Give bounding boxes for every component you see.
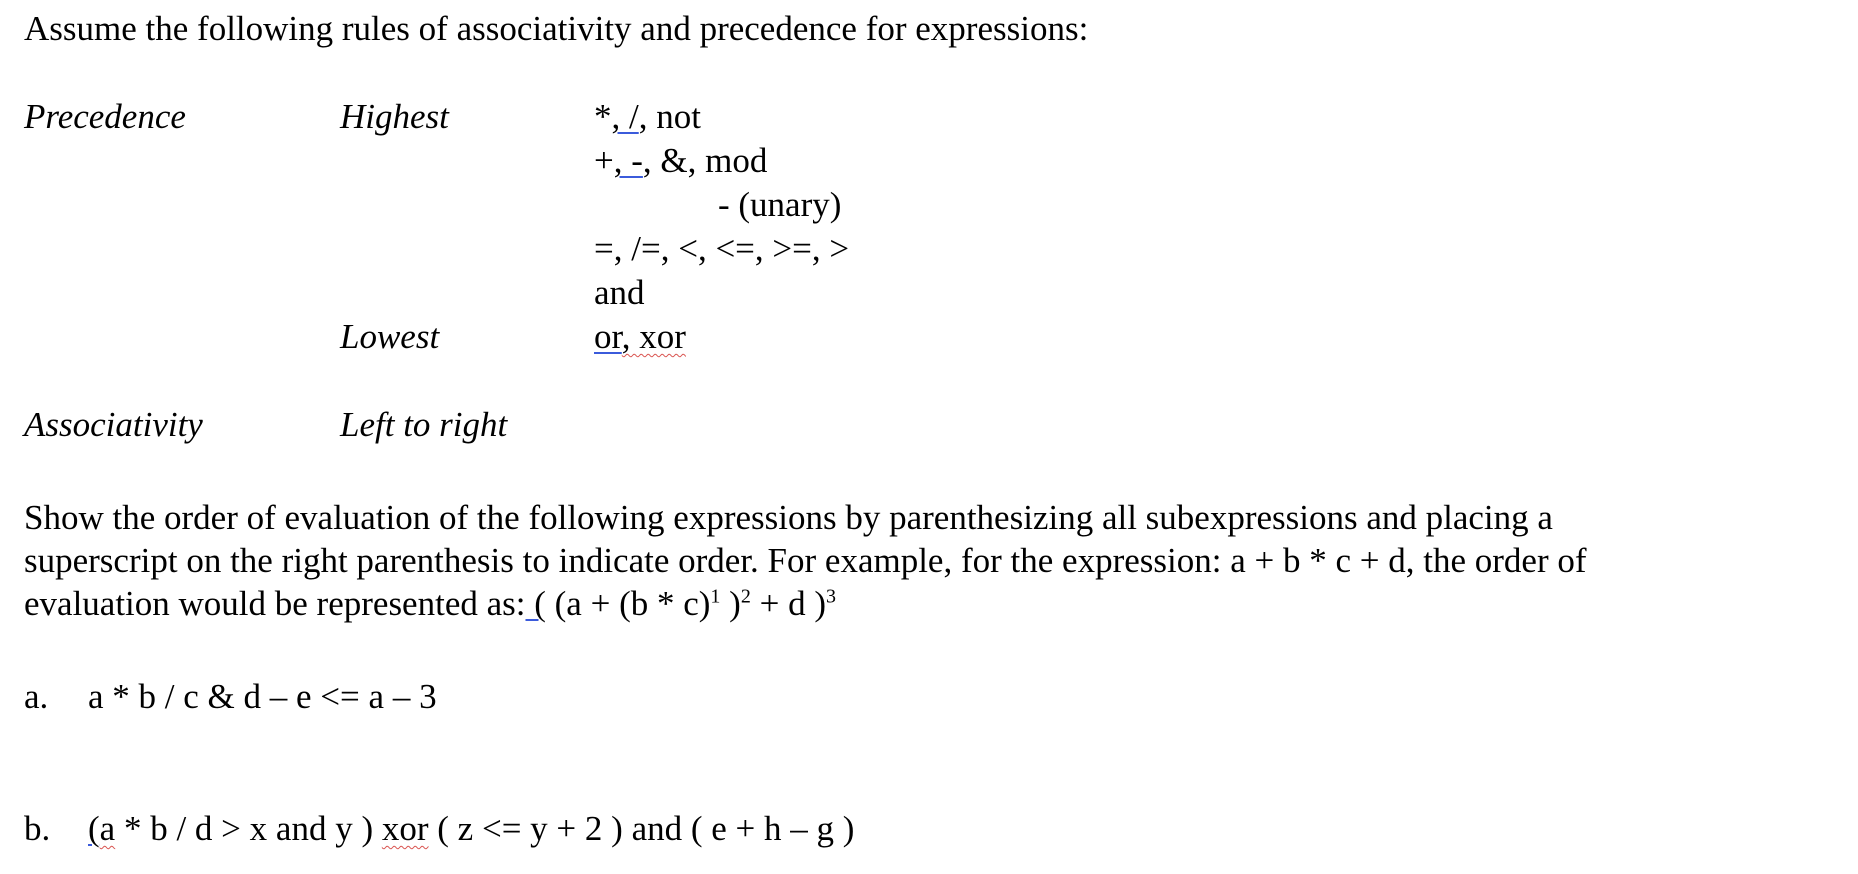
example-sup-3: 3: [825, 585, 836, 608]
question-b-open-paren: (: [88, 809, 100, 848]
highest-label: Highest: [340, 97, 449, 136]
question-b-a: a: [99, 809, 116, 848]
operator-minus: , -: [613, 141, 643, 180]
precedence-row-5: and: [594, 273, 645, 312]
question-b-label: b.: [24, 809, 51, 848]
question-b-xor: xor: [381, 809, 429, 848]
question-b-mid: * b / d > x and y ): [115, 809, 382, 848]
question-a-expression: a * b / c & d – e <= a – 3: [88, 677, 437, 716]
precedence-row-4: =, /=, <, <=, >=, >: [594, 229, 850, 268]
precedence-row-3: - (unary): [718, 185, 842, 224]
associativity-value: Left to right: [340, 405, 508, 444]
operator-not: , not: [638, 97, 701, 136]
precedence-row-1: [594, 96, 701, 138]
operator-divide: , /: [611, 97, 639, 136]
instructions-prefix: evaluation would be represented as:: [24, 584, 526, 623]
associativity-label: Associativity: [24, 405, 203, 444]
example-expr-c: + d ): [750, 584, 826, 623]
instructions-paragraph: [24, 496, 1834, 625]
instructions-line-2: superscript on the right parenthesis to indicate order. For example, for the expression: a + b * c + d, the order of: [24, 541, 1587, 580]
example-expr-b: ): [720, 584, 741, 623]
example-open-paren: (: [525, 584, 546, 623]
precedence-label: Precedence: [24, 97, 186, 136]
example-expr-a: (a + (b * c): [545, 584, 711, 623]
operator-multiply: *: [594, 97, 612, 136]
operator-plus: +: [594, 141, 614, 180]
question-b-expression: [88, 808, 854, 850]
lowest-label: Lowest: [340, 317, 440, 356]
operator-xor: , xor: [621, 317, 686, 356]
operator-amp-mod: , &, mod: [642, 141, 768, 180]
precedence-row-6: [594, 316, 686, 358]
question-b-rest: ( z <= y + 2 ) and ( e + h – g ): [428, 809, 855, 848]
example-sup-1: 1: [710, 585, 721, 608]
precedence-row-2: [594, 140, 767, 182]
instructions-line-1: Show the order of evaluation of the following expressions by parenthesizing all subexpressions and placing a: [24, 498, 1553, 537]
operator-or: or: [594, 317, 622, 356]
instructions-line-3: [24, 582, 1834, 625]
question-a-label: a.: [24, 677, 49, 716]
example-sup-2: 2: [740, 585, 751, 608]
intro-text: Assume the following rules of associativity and precedence for expressions:: [24, 9, 1089, 48]
